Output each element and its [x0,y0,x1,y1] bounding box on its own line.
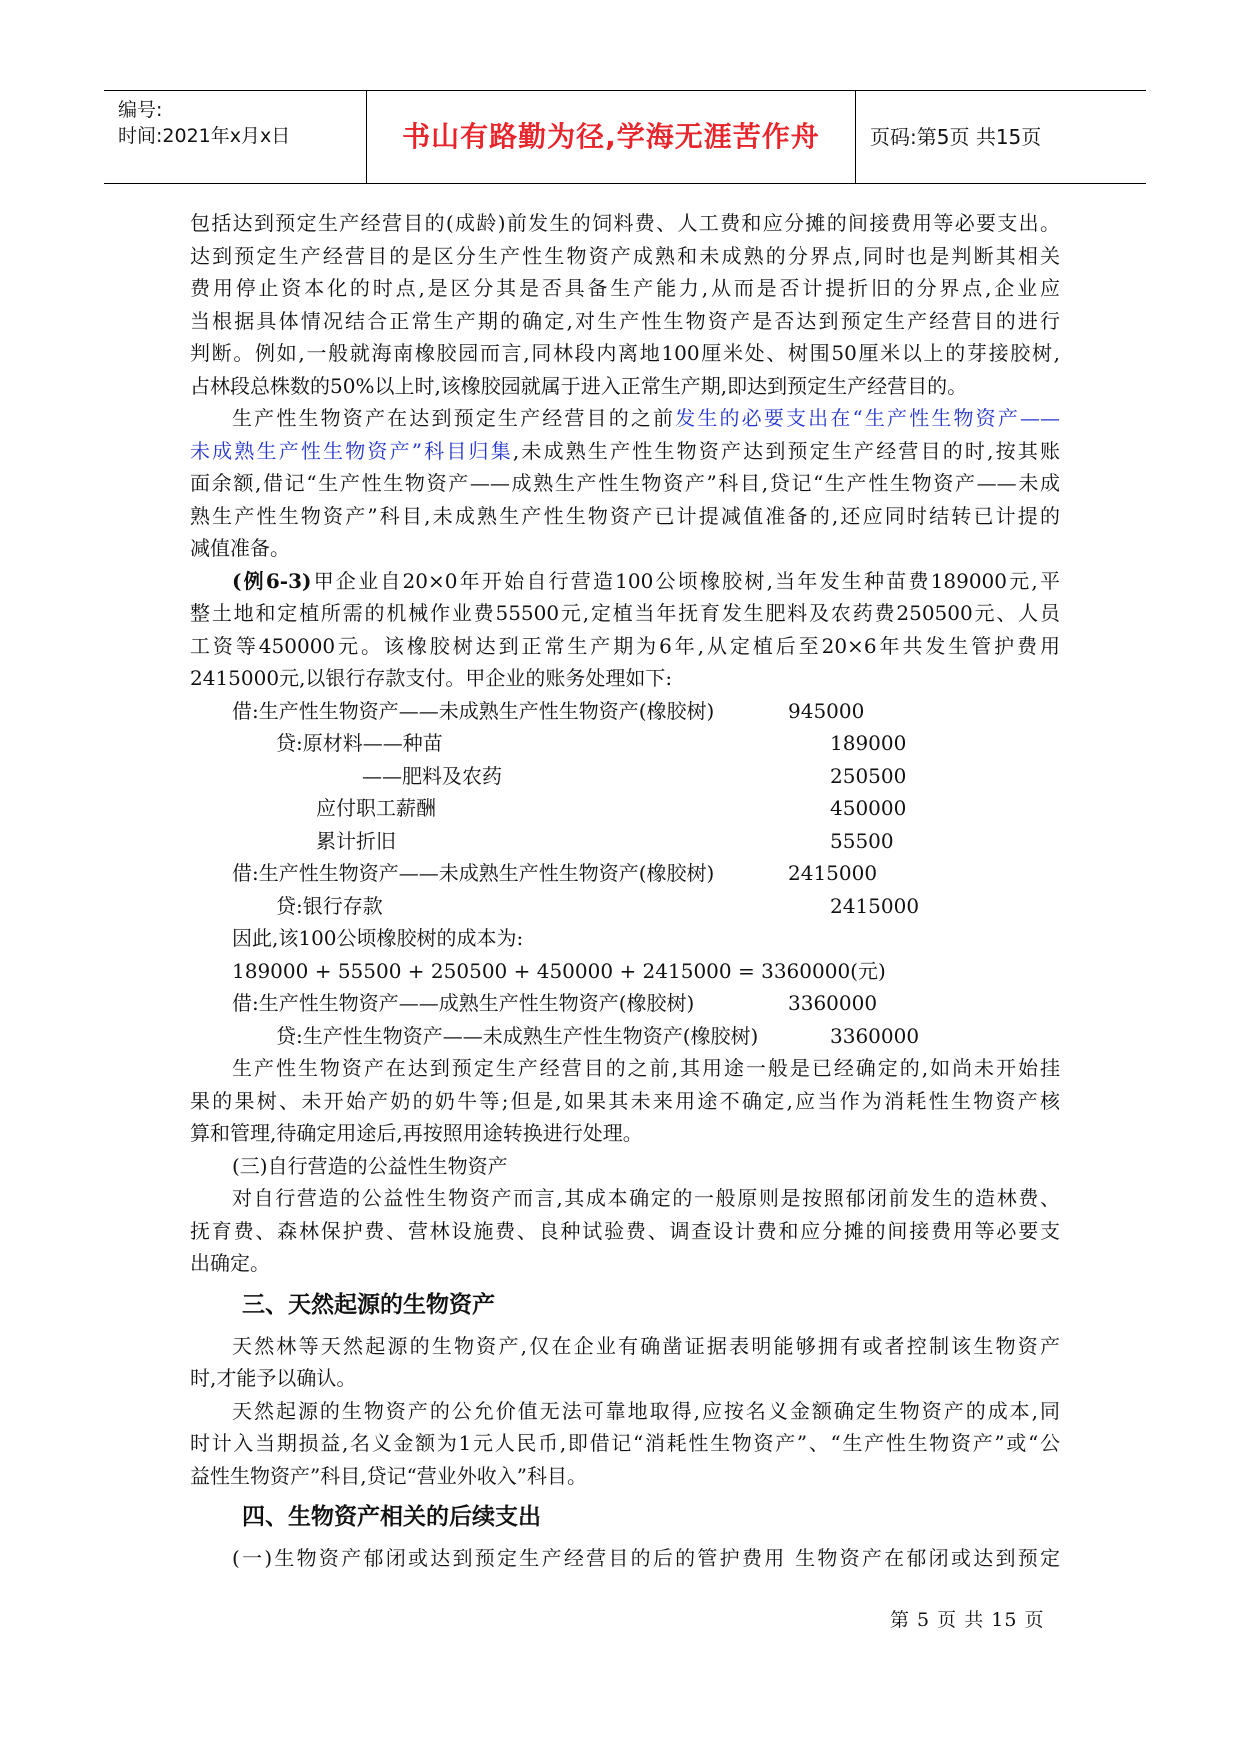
entry-amount: 250500 [830,763,907,788]
text-line [190,435,1060,468]
highlight-link-text[interactable]: 未成熟生产性生物资产”科目归集 [190,438,513,463]
entry-amount: 189000 [830,731,907,755]
text-span: ,未成熟生产性生物资产达到预定生产经营目的时,按其账 [512,438,1060,463]
text-line: 熟生产性生物资产”科目,未成熟生产性生物资产已计提减值准备的,还应同时结转已计提的 [190,503,1060,528]
subsection-heading: (三)自行营造的公益性生物资产 [232,1153,508,1178]
page-footer: 第 5 页 共 15 页 [890,1609,1045,1631]
journal-entry [190,695,1060,728]
text-line: 达到预定生产经营目的是区分生产性生物资产成熟和未成熟的分界点,同时也是判断其相关 [190,243,1060,268]
text-line: 因此,该100公顷橡胶树的成本为: [232,926,524,950]
text-line: 抚育费、森林保护费、营林设施费、良种试验费、调查设计费和应分摊的间接费用等必要支 [190,1218,1060,1243]
example-label: (例6-3) [232,568,312,593]
text-line: 出确定。 [190,1251,270,1275]
journal-entry [190,987,1060,1020]
cost-formula: 189000 + 55500 + 250500 + 450000 + 2415000 = 3360000(元) [232,958,886,983]
text-line: 判断。例如,一般就海南橡胶园而言,同林段内离地100厘米处、树围50厘米以上的芽接胶树, [190,341,1060,365]
text-line: 算和管理,待确定用途后,再按照用途转换进行处理。 [190,1121,643,1145]
text-line: 时,才能予以确认。 [190,1366,357,1390]
document-body [190,207,1060,1575]
text-line: 天然起源的生物资产的公允价值无法可靠地取得,应按名义金额确定生物资产的成本,同 [232,1398,1060,1423]
text-span: 生产性生物资产在达到预定生产经营目的之前 [232,406,676,430]
text-line: 减值准备。 [190,536,290,560]
journal-entry [190,792,1060,825]
text-line: 整土地和定植所需的机械作业费55500元,定植当年抚育发生肥料及农药费250500元、人员 [190,601,1060,625]
text-line: 费用停止资本化的时点,是区分其是否具备生产能力,从而是否计提折旧的分界点,企业应 [190,276,1060,300]
entry-amount: 3360000 [830,1023,920,1048]
text-line: 当根据具体情况结合正常生产期的确定,对生产性生物资产是否达到预定生产经营目的进行 [190,308,1060,333]
text-line: 生产性生物资产在达到预定生产经营目的之前,其用途一般是已经确定的,如尚未开始挂 [232,1056,1060,1080]
text-line: 包括达到预定生产经营目的(成龄)前发生的饲料费、人工费和应分摊的间接费用等必要支出。 [190,211,1060,235]
text-span: 甲企业自20×0年开始自行营造100公顷橡胶树,当年发生种苗费189000元,平 [311,568,1060,593]
entry-account: 累计折旧 [316,828,396,853]
journal-entry [190,760,1060,793]
document-header [104,90,1146,184]
highlight-link-text[interactable]: 发生的必要支出在“生产性生物资产—— [675,406,1060,430]
text-line: 工资等450000元。该橡胶树达到正常生产期为6年,从定植后至20×6年共发生管护费用 [190,633,1060,658]
entry-amount: 55500 [830,828,894,853]
header-motto: 书山有路勤为径,学海无涯苦作舟 [367,91,856,183]
text-line: 2415000元,以银行存款支付。甲企业的账务处理如下: [190,666,673,690]
entry-account: 贷:银行存款 [276,893,383,918]
time-label: 时间:2021年x月x日 [118,125,291,147]
text-line: 对自行营造的公益性生物资产而言,其成本确定的一般原则是按照郁闭前发生的造林费、 [232,1186,1060,1210]
entry-account: 借:生产性生物资产——未成熟生产性生物资产(橡胶树) [232,861,715,885]
entry-account: 借:生产性生物资产——未成熟生产性生物资产(橡胶树) [232,698,715,723]
number-label: 编号: [118,99,163,121]
entry-account: 贷:生产性生物资产——未成熟生产性生物资产(橡胶树) [276,1023,759,1048]
section-heading: 四、生物资产相关的后续支出 [242,1504,541,1530]
entry-amount: 2415000 [830,893,920,918]
entry-amount: 2415000 [788,861,878,885]
text-line: 面余额,借记“生产性生物资产——成熟生产性生物资产”科目,贷记“生产性生物资产——未成 [190,471,1060,495]
text-line: 天然林等天然起源的生物资产,仅在企业有确凿证据表明能够拥有或者控制该生物资产 [232,1333,1060,1358]
journal-entry [190,1020,1060,1053]
text-line: 益性生物资产”科目,贷记“营业外收入”科目。 [190,1463,588,1488]
text-line [190,402,1060,435]
entry-amount: 945000 [788,698,865,723]
entry-account: 贷:原材料——种苗 [276,731,443,755]
entry-account: 应付职工薪酬 [316,796,436,820]
journal-entry [190,890,1060,923]
page-label: 页码:第5页 共15页 [870,125,1042,149]
example-line [190,565,1060,598]
entry-amount: 3360000 [788,991,878,1015]
journal-entry [190,727,1060,760]
journal-entry [190,857,1060,890]
text-line: 占林段总株数的50%以上时,该橡胶园就属于进入正常生产期,即达到预定生产经营目的。 [190,373,968,398]
entry-account: ——肥料及农药 [362,763,502,788]
section-heading: 三、天然起源的生物资产 [242,1291,495,1318]
text-line: (一)生物资产郁闭或达到预定生产经营目的后的管护费用 生物资产在郁闭或达到预定 [232,1546,1060,1570]
journal-entry [190,825,1060,858]
text-line: 果的果树、未开始产奶的奶牛等;但是,如果其未来用途不确定,应当作为消耗性生物资产核 [190,1088,1060,1113]
header-meta [104,91,367,183]
entry-account: 借:生产性生物资产——成熟生产性生物资产(橡胶树) [232,991,695,1015]
entry-amount: 450000 [830,796,907,820]
text-line: 时计入当期损益,名义金额为1元人民币,即借记“消耗性生物资产”、“生产性生物资产”或“公 [190,1431,1060,1455]
